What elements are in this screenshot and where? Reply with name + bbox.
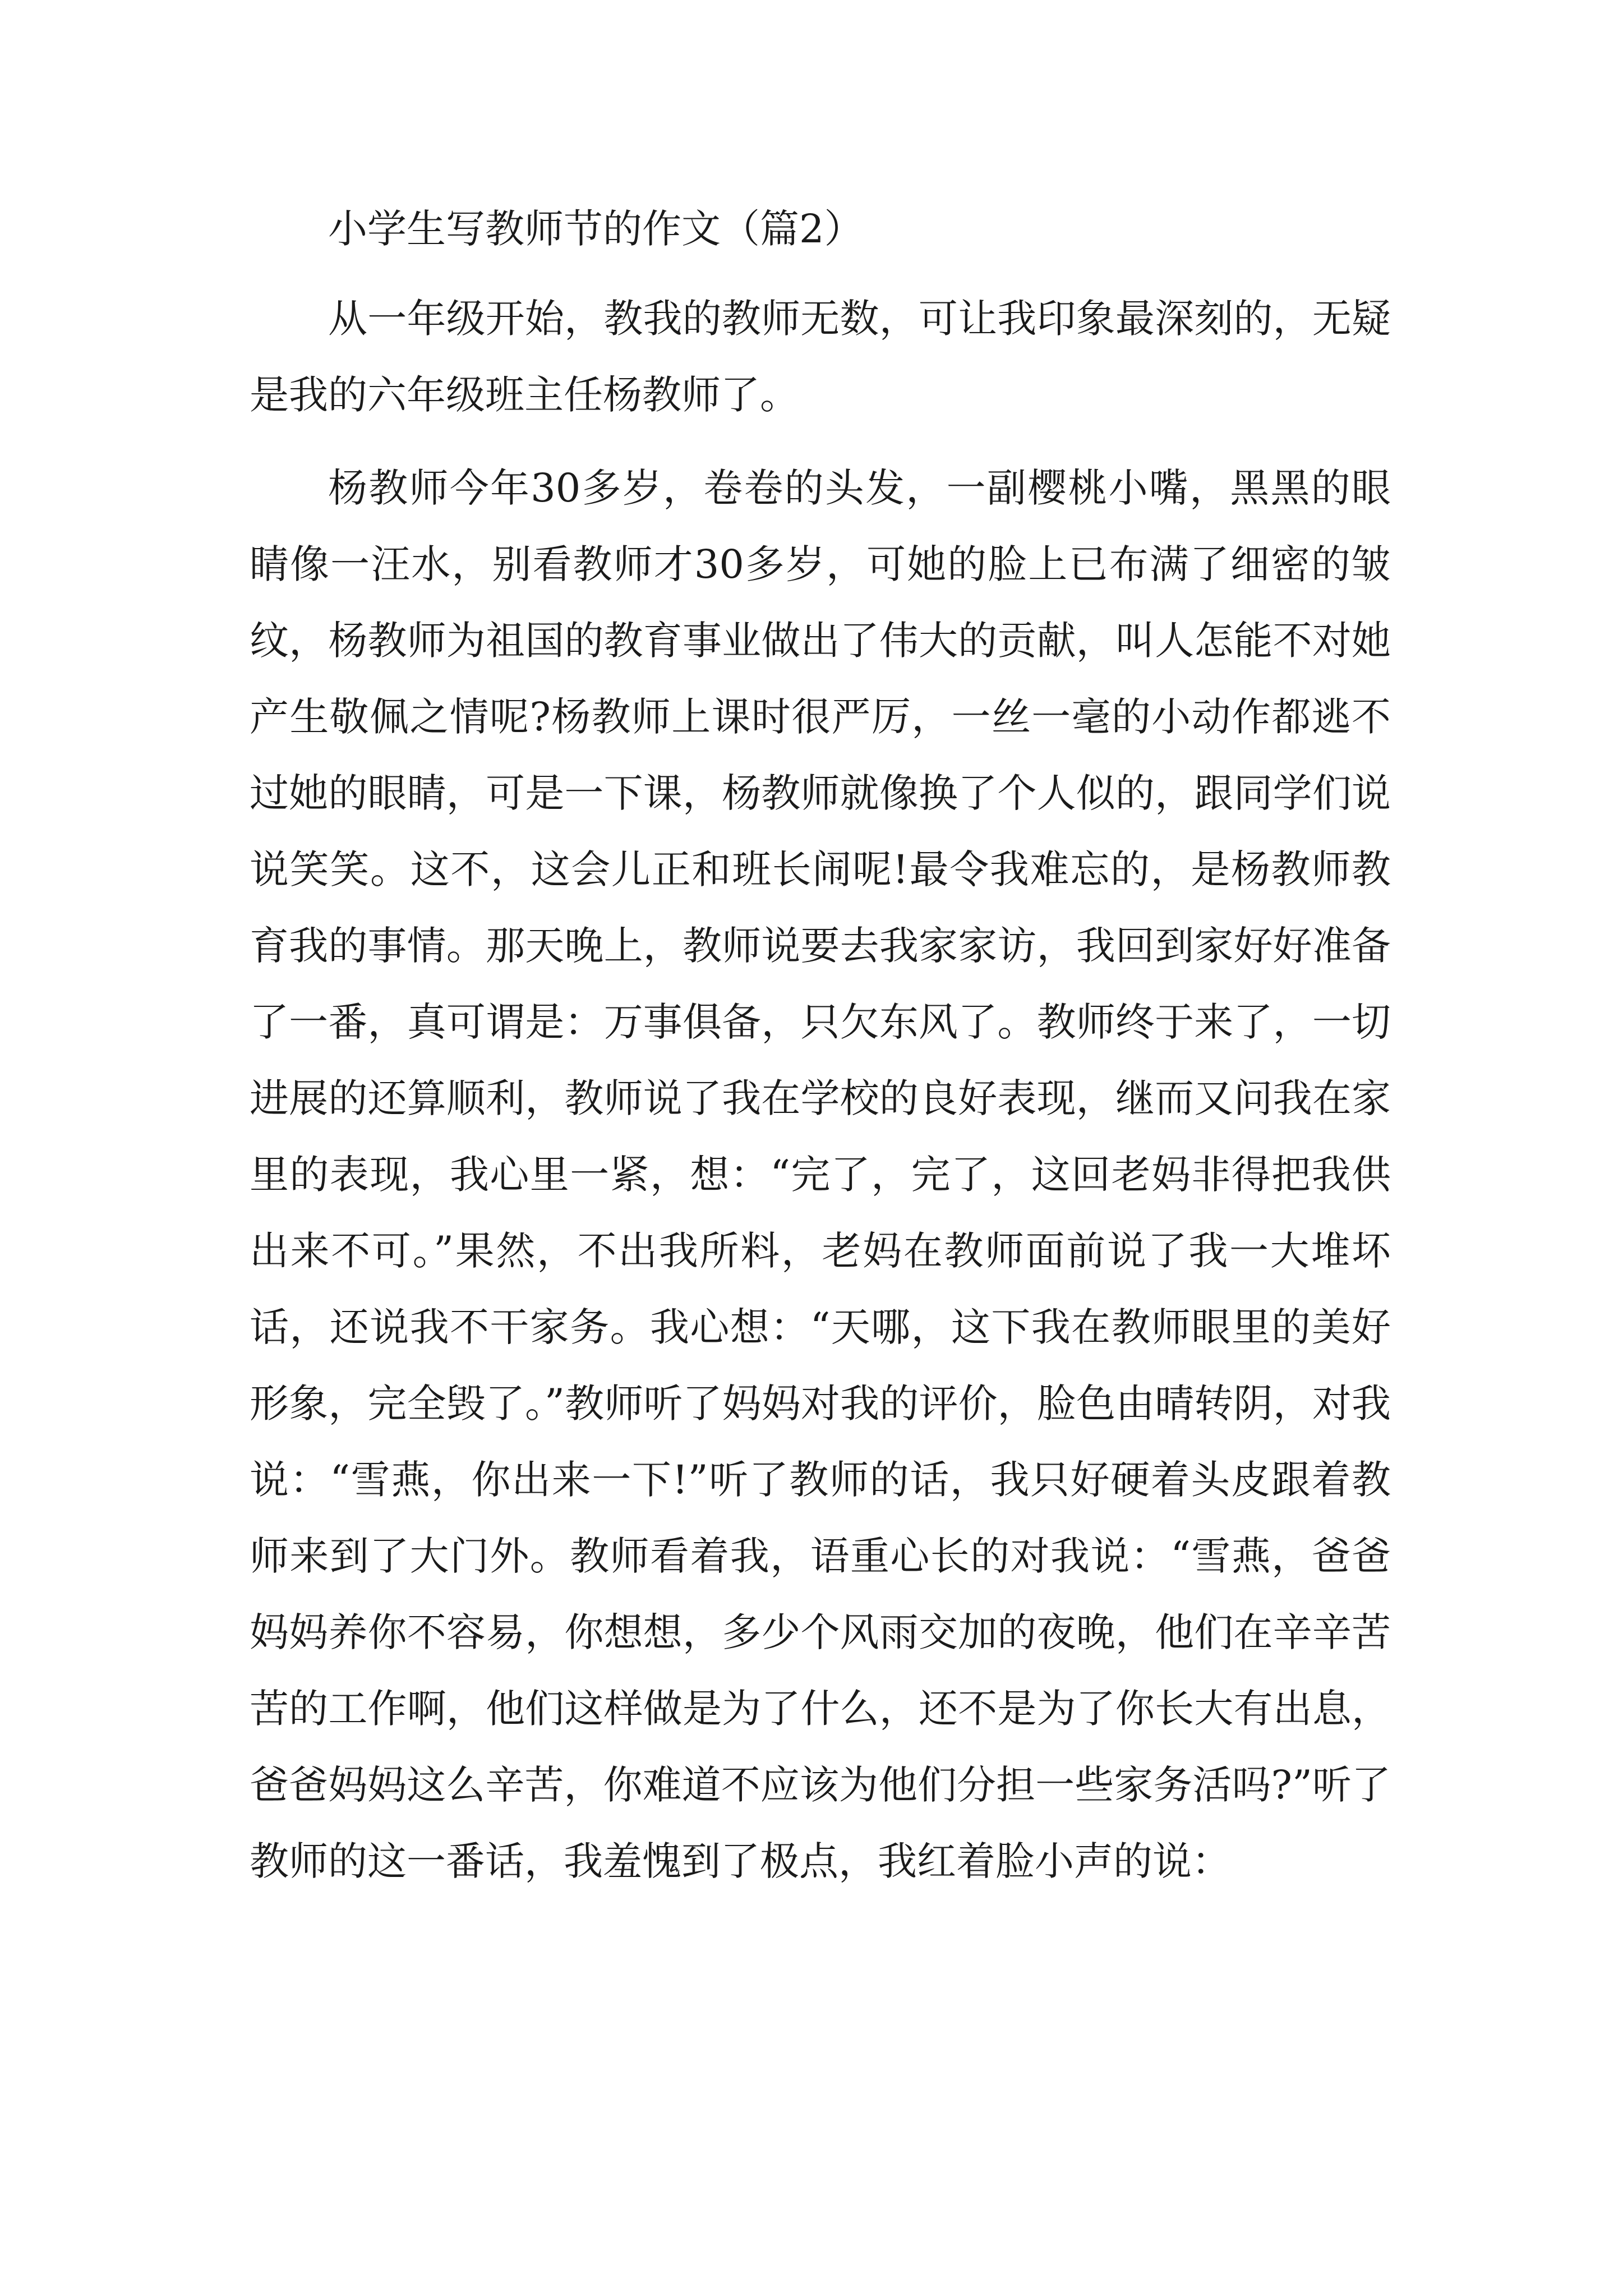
paragraph-intro: 从一年级开始，教我的教师无数，可让我印象最深刻的，无疑是我的六年级班主任杨教师了。	[250, 296, 1391, 418]
document-body	[250, 191, 1391, 1916]
paragraph-main: 杨教师今年30多岁，卷卷的头发，一副樱桃小嘴，黑黑的眼睛像一汪水，别看教师才30多岁，可她的脸上已布满了细密的皱纹，杨教师为祖国的教育事业做出了伟大的贡献，叫人怎能不对她产生敬佩之情呢?杨教师上课时很严厉，一丝一毫的小动作都逃不过她的眼睛，可是一下课，杨教师就像换了个人似的，跟同学们说说笑笑。这不，这会儿正和班长闹呢!最令我难忘的，是杨教师教育我的事情。那天晚上，教师说要去我家家访，我回到家好好准备了一番，真可谓是：万事俱备，只欠东风了。教师终于来了，一切进展的还算顺利，教师说了我在学校的良好表现，继而又问我在家里的表现，我心里一紧，想：“完了，完了，这回老妈非得把我供出来不可。”果然，不出我所料，老妈在教师面前说了我一大堆坏话，还说我不干家务。我心想：“天哪，这下我在教师眼里的美好形象，完全毁了。”教师听了妈妈对我的评价，脸色由晴转阴，对我说：“雪燕，你出来一下!”听了教师的话，我只好硬着头皮跟着教师来到了大门外。教师看着我，语重心长的对我说：“雪燕，爸爸妈妈养你不容易，你想想，多少个风雨交加的夜晚，他们在辛辛苦苦的工作啊，他们这样做是为了什么，还不是为了你长大有出息，爸爸妈妈这么辛苦，你难道不应该为他们分担一些家务活吗?”听了教师的这一番话，我羞愧到了极点，我红着脸小声的说：	[250, 465, 1391, 1884]
essay-title: 小学生写教师节的作文（篇2）	[328, 206, 864, 252]
